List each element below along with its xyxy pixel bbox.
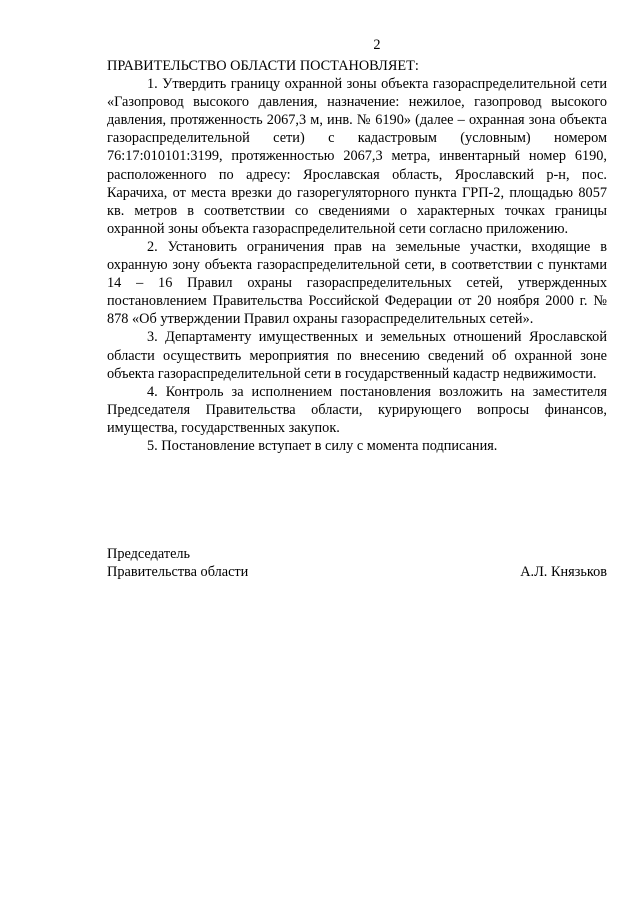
- document-body: [107, 36, 607, 455]
- paragraph-5: 5. Постановление вступает в силу с момента подписания.: [147, 437, 498, 454]
- paragraph-4: 4. Контроль за исполнением постановления возложить на заместителя Председателя Правительства области, курирующего вопросы финансов, имущества, государственных закупок.: [107, 383, 607, 436]
- signature-block: [107, 545, 607, 581]
- paragraph-1: 1. Утвердить границу охранной зоны объекта газораспределительной сети «Газопровод высокого давления, назначение: нежилое, газопровод высокого давления, протяженность 2067,3 м, инв. № 6190» (далее – охранная зона объекта газораспределительной сети) с кадастровым (условным) номером 76:17:010101:3199, протяженностью 2067,3 метра, инвентарный номер 6190, расположенного по адресу: Ярославская область, Ярославский р-н, пос. Карачиха, от места врезки до газорегуляторного пункта ГРП-2, площадью 8057 кв. метров в соответствии со сведениями о характерных точках границы охранной зоны объекта газораспределительной сети согласно приложению.: [107, 76, 607, 237]
- signatory-title-line-2: Правительства области: [107, 564, 249, 581]
- signatory-title-line-1: Председатель: [107, 546, 191, 562]
- paragraph-2: 2. Установить ограничения прав на земельные участки, входящие в охранную зону объекта газораспределительной сети, в соответствии с пунктами 14 – 16 Правил охраны газораспределительных сетей, утвержденных постановлением Правительства Российской Федерации от 20 ноября 2000 г. № 878 «Об утверждении Правил охраны газораспределительных сетей».: [107, 238, 607, 328]
- resolution-heading: ПРАВИТЕЛЬСТВО ОБЛАСТИ ПОСТАНОВЛЯЕТ:: [107, 58, 419, 74]
- paragraph-3: 3. Департаменту имущественных и земельных отношений Ярославской области осуществить мероприятия по внесению сведений об охранной зоне объекта газораспределительной сети в государственный кадастр недвижимости.: [107, 329, 607, 382]
- page-number: 2: [373, 37, 381, 53]
- signature-row: [107, 563, 607, 581]
- signatory-name: А.Л. Князьков: [520, 564, 607, 581]
